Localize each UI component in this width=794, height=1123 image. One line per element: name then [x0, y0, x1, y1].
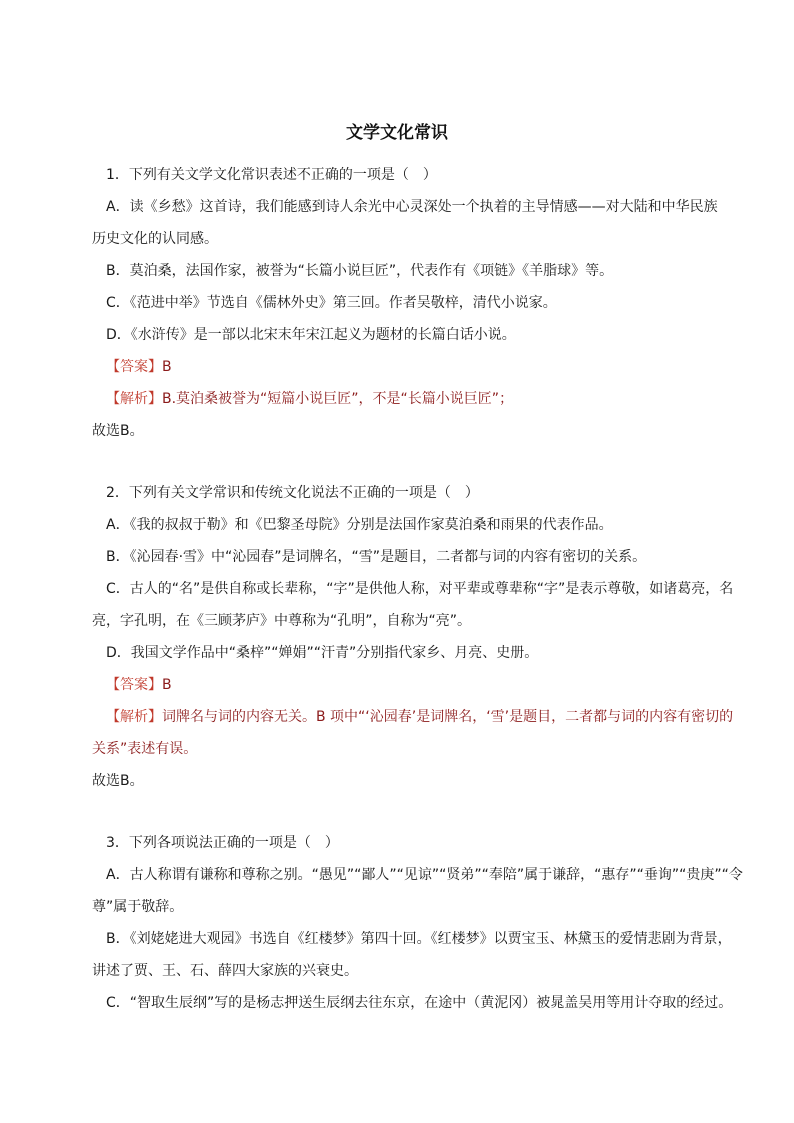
q3-option-b: B．《刘姥姥进大观园》书选自《红楼梦》第四十回。《红楼梦》以贾宝玉、林黛玉的爱情悲剧为背景，	[106, 931, 732, 947]
q1-analysis	[106, 390, 786, 408]
answer-tag: 【答案】	[106, 359, 162, 375]
q1-option-d: D．《水浒传》是一部以北宋末年宋江起义为题材的长篇白话小说。	[106, 327, 516, 343]
q2-option-d: D．我国文学作品中“桑梓”“婵娟”“汗青”分别指代家乡、月亮、史册。	[106, 645, 539, 661]
q1-option-c: C．《范进中举》节选自《儒林外史》第三回。作者吴敬梓，清代小说家。	[106, 295, 557, 311]
q3-stem: 3．下列各项说法正确的一项是（ ）	[106, 835, 339, 851]
analysis-text: 词牌名与词的内容无关。B 项中“‘沁园春’是词牌名，‘雪’是题目，二者都与词的内容有密切的	[162, 709, 734, 725]
analysis-tag: 【解析】	[106, 391, 162, 407]
q2-option-b: B．《沁园春·雪》中“沁园春”是词牌名，“雪”是题目，二者都与词的内容有密切的关系。	[106, 549, 647, 565]
page-title: 文学文化常识	[346, 123, 448, 143]
answer-value: B	[162, 359, 172, 375]
q1-option-a: A．读《乡愁》这首诗，我们能感到诗人余光中心灵深处一个执着的主导情感——对大陆和中华民族	[106, 199, 718, 215]
answer-tag: 【答案】	[106, 677, 162, 693]
q2-analysis	[106, 708, 786, 726]
q3-option-b-cont: 讲述了贾、王、石、薛四大家族的兴衰史。	[92, 963, 358, 979]
q2-option-c-cont: 亮，字孔明，在《三顾茅庐》中尊称为“孔明”，自称为“亮”。	[92, 613, 472, 629]
q1-option-b: B．莫泊桑，法国作家，被誉为“长篇小说巨匠”，代表作有《项链》《羊脂球》等。	[106, 263, 614, 279]
answer-value: B	[162, 677, 172, 693]
q3-option-c: C．“智取生辰纲”写的是杨志押送生辰纲去往东京，在途中（黄泥冈）被晁盖吴用等用计夺取的经过。	[106, 995, 733, 1011]
q3-option-a: A．古人称谓有谦称和尊称之别。“愚见”“鄙人”“见谅”“贤弟”“奉陪”属于谦辞，“惠存”“垂询”“贵庚”“令	[106, 867, 743, 883]
q2-stem: 2．下列有关文学常识和传统文化说法不正确的一项是（ ）	[106, 485, 479, 501]
q3-option-a-cont: 尊”属于敬辞。	[92, 899, 184, 915]
q1-conclusion: 故选B。	[92, 423, 144, 439]
q1-stem: 1．下列有关文学文化常识表述不正确的一项是（ ）	[106, 167, 437, 183]
q2-conclusion: 故选B。	[92, 773, 144, 789]
q2-answer	[106, 676, 786, 694]
q1-answer	[106, 358, 786, 376]
q2-option-c: C．古人的“名”是供自称或长辈称，“字”是供他人称，对平辈或尊辈称“字”是表示尊敬，如诸葛亮，名	[106, 581, 734, 597]
analysis-tag: 【解析】	[106, 709, 162, 725]
q1-option-a-cont: 历史文化的认同感。	[92, 231, 218, 247]
q2-option-a: A．《我的叔叔于勒》和《巴黎圣母院》分别是法国作家莫泊桑和雨果的代表作品。	[106, 517, 613, 533]
q2-analysis-cont: 关系”表述有误。	[92, 741, 198, 757]
analysis-text: B.莫泊桑被誉为“短篇小说巨匠”，不是“长篇小说巨匠”；	[162, 391, 514, 407]
